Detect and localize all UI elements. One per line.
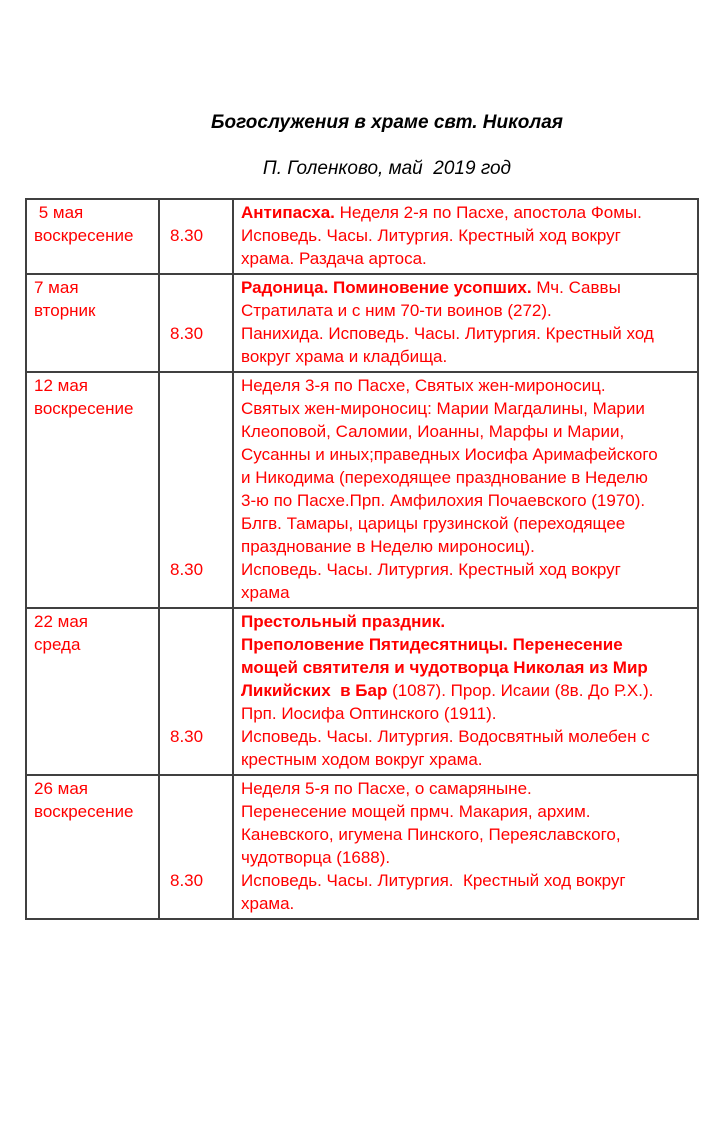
text-run: Исповедь. Часы. Литургия. Крестный ход вокруг [241, 226, 621, 245]
time-cell [159, 775, 233, 919]
description-line [241, 374, 691, 397]
text-run: Неделя 3-я по Пасхе, Святых жен-мироносиц. [241, 376, 606, 395]
description-cell [233, 274, 698, 372]
text-run: Стратилата и с ним 70-ти воинов (272). [241, 301, 552, 320]
text-run: Прп. Иосифа Оптинского (1911). [241, 704, 497, 723]
text-run: Исповедь. Часы. Литургия. Водосвятный молебен с [241, 727, 650, 746]
description-line [241, 679, 691, 702]
description-line [241, 489, 691, 512]
time-cell [159, 608, 233, 775]
text-run: Сусанны и иных;праведных Иосифа Аримафейского [241, 445, 658, 464]
page-title: Богослужения в храме свт. Николая [211, 112, 563, 133]
table-row [26, 775, 698, 919]
description-line [241, 466, 691, 489]
date-cell [26, 775, 159, 919]
text-run: Клеоповой, Саломии, Иоанны, Марфы и Марии, [241, 422, 625, 441]
description-cell [233, 775, 698, 919]
bold-text-run: Радоница. Поминовение усопших. [241, 278, 532, 297]
date-cell [26, 608, 159, 775]
description-line [241, 633, 691, 656]
text-run: Каневского, игумена Пинского, Переяславского, [241, 825, 621, 844]
time-value: 8.30 [170, 226, 204, 245]
text-run: крестным ходом вокруг храма. [241, 750, 483, 769]
bold-text-run: Престольный праздник. [241, 612, 446, 631]
date-label: 5 мая [34, 203, 84, 222]
text-run: Неделя 5-я по Пасхе, о самаряныне. [241, 779, 532, 798]
date-cell [26, 274, 159, 372]
weekday-label: среда [34, 635, 81, 654]
text-run: храма. [241, 894, 295, 913]
schedule-table-body [26, 199, 698, 919]
table-row [26, 608, 698, 775]
description-line [241, 823, 691, 846]
description-line [241, 535, 691, 558]
description-line [241, 276, 691, 299]
description-line [241, 656, 691, 679]
text-run: чудотворца (1688). [241, 848, 391, 867]
time-cell [159, 199, 233, 274]
date-cell [26, 199, 159, 274]
time-value: 8.30 [170, 560, 204, 579]
document-header [0, 110, 724, 182]
text-run: вокруг храма и кладбища. [241, 347, 448, 366]
description-line [241, 247, 691, 270]
text-run: 3-ю по Пасхе.Прп. Амфилохия Почаевского (1970). [241, 491, 646, 510]
time-cell [159, 372, 233, 608]
description-line [241, 224, 691, 247]
description-cell [233, 608, 698, 775]
date-label: 22 мая [34, 612, 88, 631]
description-line [241, 610, 691, 633]
description-line [241, 725, 691, 748]
bold-text-run: Антипасха. [241, 203, 335, 222]
description-line [241, 397, 691, 420]
text-run: Святых жен-мироносиц: Марии Магдалины, Марии [241, 399, 645, 418]
date-label: 26 мая [34, 779, 88, 798]
time-value: 8.30 [170, 324, 204, 343]
description-line [241, 558, 691, 581]
time-value: 8.30 [170, 871, 204, 890]
weekday-label: воскресение [34, 226, 134, 245]
bold-text-run: мощей святителя и чудотворца Николая из Мир [241, 658, 648, 677]
text-run: Исповедь. Часы. Литургия. Крестный ход вокруг [241, 560, 621, 579]
description-line [241, 322, 691, 345]
weekday-label: вторник [34, 301, 96, 320]
text-run: Панихида. Исповедь. Часы. Литургия. Крестный ход [241, 324, 654, 343]
date-label: 12 мая [34, 376, 88, 395]
table-row [26, 199, 698, 274]
page-subtitle: П. Голенково, май 2019 год [262, 158, 512, 179]
text-run: Блгв. Тамары, царицы грузинской (переходящее [241, 514, 626, 533]
text-run: и Никодима (переходящее празднование в Неделю [241, 468, 648, 487]
description-line [241, 869, 691, 892]
description-line [241, 299, 691, 322]
table-row [26, 372, 698, 608]
table-row [26, 274, 698, 372]
text-run: храма. Раздача артоса. [241, 249, 427, 268]
weekday-label: воскресение [34, 802, 134, 821]
weekday-label: воскресение [34, 399, 134, 418]
description-line [241, 345, 691, 368]
text-run: храма [241, 583, 290, 602]
description-line [241, 748, 691, 771]
date-cell [26, 372, 159, 608]
time-cell [159, 274, 233, 372]
description-line [241, 443, 691, 466]
description-line [241, 581, 691, 604]
text-run: Неделя 2-я по Пасхе, апостола Фомы. [334, 203, 642, 222]
description-cell [233, 372, 698, 608]
text-run: Перенесение мощей прмч. Макария, архим. [241, 802, 591, 821]
description-line [241, 892, 691, 915]
description-line [241, 201, 691, 224]
description-line [241, 777, 691, 800]
bold-text-run: Преполовение Пятидесятницы. Перенесение [241, 635, 623, 654]
date-label: 7 мая [34, 278, 79, 297]
description-line [241, 702, 691, 725]
schedule-table [25, 198, 699, 920]
text-run: Исповедь. Часы. Литургия. Крестный ход вокруг [241, 871, 626, 890]
description-cell [233, 199, 698, 274]
time-value: 8.30 [170, 727, 204, 746]
description-line [241, 846, 691, 869]
bold-text-run: Ликийских в Бар [241, 681, 388, 700]
description-line [241, 420, 691, 443]
text-run: Мч. Саввы [531, 278, 621, 297]
description-line [241, 512, 691, 535]
text-run: (1087). Прор. Исаии (8в. До Р.Х.). [387, 681, 654, 700]
text-run: празднование в Неделю мироносиц). [241, 537, 535, 556]
description-line [241, 800, 691, 823]
